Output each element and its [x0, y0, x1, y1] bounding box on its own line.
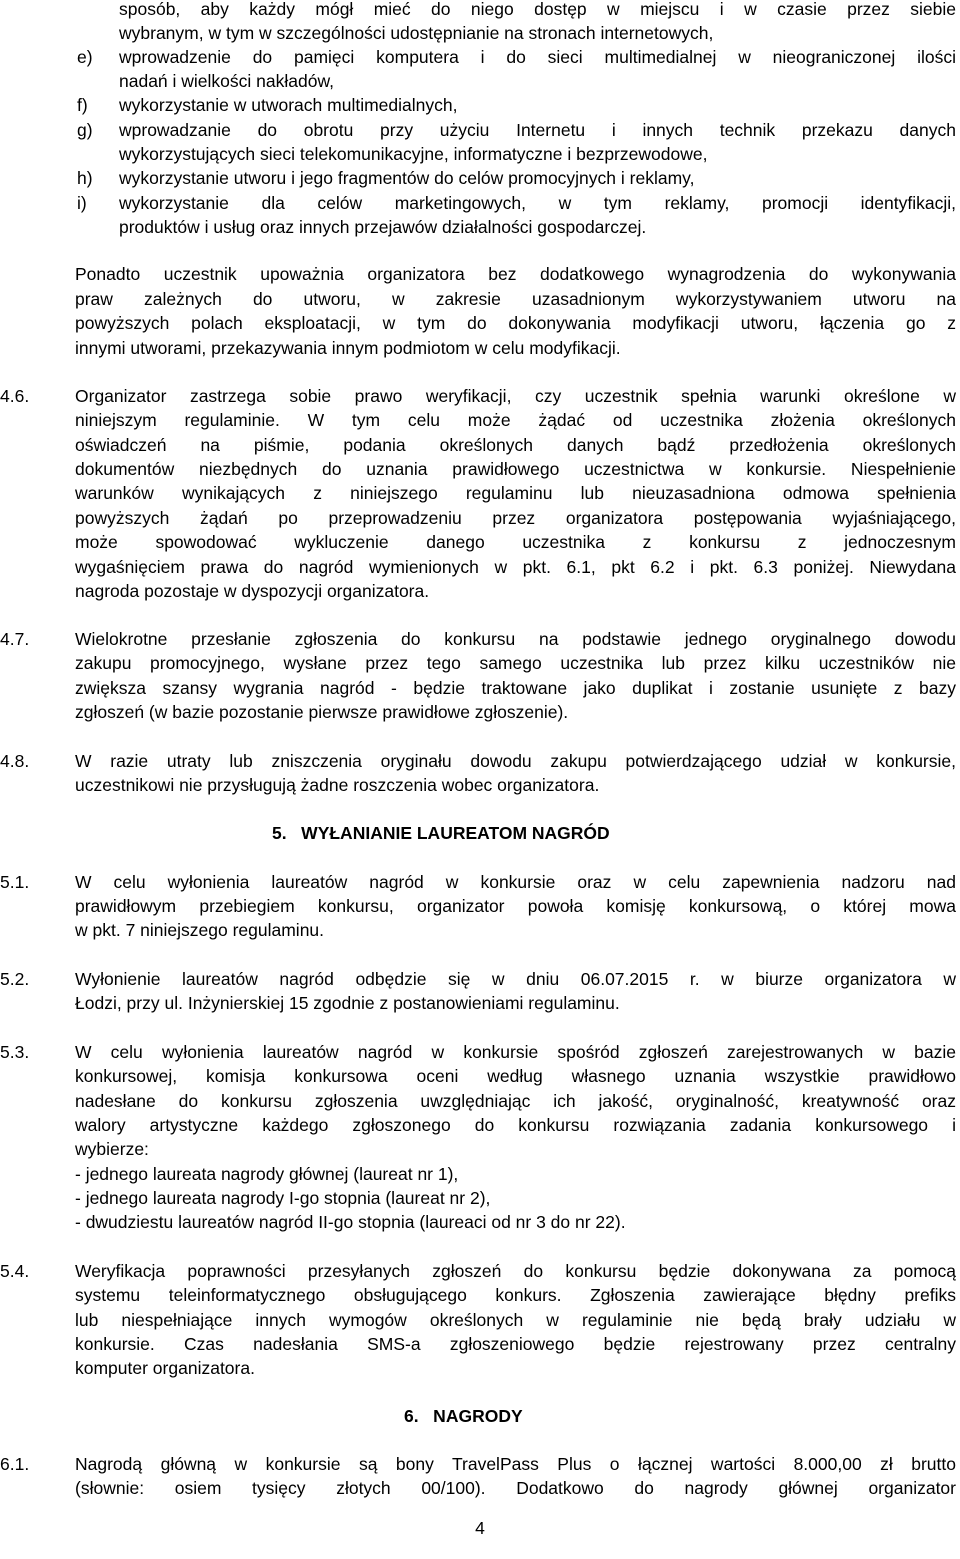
section-line: niniejszym regulaminie. W tym celu może żądać od uczestnika złożenia określonych [75, 410, 956, 430]
list-marker: e) [77, 47, 93, 67]
list-marker: f) [77, 95, 88, 115]
section-number: 5.1. [0, 872, 30, 892]
list-item-text: produktów i usług oraz innych przejawów działalności gospodarczej. [119, 217, 647, 237]
section-line: może spowodować wykluczenie danego uczestnika z konkursu z jednoczesnym [75, 532, 956, 552]
list-item-text: wykorzystanie w utworach multimedialnych, [119, 95, 458, 115]
section-line: wygaśnięciem prawa do nagród wymienionych w pkt. 6.1, pkt 6.2 i pkt. 6.3 poniżej. Niewydana [75, 557, 956, 577]
section-line: uczestnikowi nie przysługują żadne roszczenia wobec organizatora. [75, 775, 600, 795]
list-marker: i) [77, 193, 87, 213]
section-line: wybierze: [75, 1139, 149, 1159]
section-line: W celu wyłonienia laureatów nagród w konkursie oraz w celu zapewnienia nadzoru nad [75, 872, 956, 892]
section-line: W razie utraty lub zniszczenia oryginału dowodu zakupu potwierdzającego udział w konkursie, [75, 751, 956, 771]
list-item-text: wykorzystanie dla celów marketingowych, w tym reklamy, promocji identyfikacji, [119, 193, 956, 213]
section-line: - jednego laureata nagrody I-go stopnia (laureat nr 2), [75, 1188, 491, 1208]
section-line: systemu teleinformatycznego obsługującego konkurs. Zgłoszenia zawierające błędny prefiks [75, 1285, 956, 1305]
list-marker: g) [77, 120, 93, 140]
page-number: 4 [475, 1518, 485, 1538]
section-number: 5.3. [0, 1042, 30, 1062]
section-line: zakupu promocyjnego, wysłane przez tego samego uczestnika lub przez kilku uczestników nie [75, 653, 956, 673]
paragraph-line: innymi utworami, przekazywania innym podmiotom w celu modyfikacji. [75, 338, 621, 358]
section-line: (słownie: osiem tysięcy złotych 00/100). Dodatkowo do nagrody głównej organizator [75, 1478, 956, 1498]
section-number: 4.6. [0, 386, 30, 406]
paragraph-line: praw zależnych do utworu, w zakresie uzasadnionym wykorzystywaniem utworu na [75, 289, 956, 309]
section-line: zwiększa szansy wygrania nagród - będzie traktowane jako duplikat i zostanie usunięte z bazy [75, 678, 956, 698]
section-line: lub niespełniające innych wymogów określonych w regulaminie nie będą brały udziału w [75, 1310, 956, 1330]
section-line: Organizator zastrzega sobie prawo weryfikacji, czy uczestnik spełnia warunki określone w [75, 386, 956, 406]
section-line: komputer organizatora. [75, 1358, 255, 1378]
section-heading: 5. WYŁANIANIE LAUREATOM NAGRÓD [272, 823, 610, 843]
section-line: powyższych żądań po przeprowadzeniu przez organizatora postępowania wyjaśniającego, [75, 508, 956, 528]
paragraph-line: Ponadto uczestnik upoważnia organizatora bez dodatkowego wynagrodzenia do wykonywania [75, 264, 956, 284]
section-line: konkursie. Czas nadesłania SMS-a zgłoszeniowego będzie rejestrowany przez centralny [75, 1334, 956, 1354]
section-line: nadesłane do konkursu zgłoszenia uwzględniając ich jakość, oryginalność, kreatywność oraz [75, 1091, 956, 1111]
section-number: 5.4. [0, 1261, 30, 1281]
section-line: prawidłowym przebiegiem konkursu, organizator powoła komisję konkursową, o której mowa [75, 896, 956, 916]
section-line: dokumentów niezbędnych do uznania prawidłowego uczestnictwa w konkursie. Niespełnienie [75, 459, 956, 479]
list-item-text: nadań i wielkości nakładów, [119, 71, 334, 91]
section-line: Weryfikacja poprawności przesyłanych zgłoszeń do konkursu będzie dokonywana za pomocą [75, 1261, 956, 1281]
paragraph-line: powyższych polach eksploatacji, w tym do dokonywania modyfikacji utworu, łączenia go z [75, 313, 956, 333]
section-line: konkursowej, komisja konkursowa oceni według własnego uznania wszystkie prawidłowo [75, 1066, 956, 1086]
list-item-text: wprowadzanie do obrotu przy użyciu Internetu i innych technik przekazu danych [119, 120, 956, 140]
section-number: 4.7. [0, 629, 30, 649]
section-line: Nagrodą główną w konkursie są bony TravelPass Plus o łącznej wartości 8.000,00 zł brutto [75, 1454, 956, 1474]
section-line: oświadczeń na piśmie, podania określonych danych bądź przedłożenia określonych [75, 435, 956, 455]
section-line: Łodzi, przy ul. Inżynierskiej 15 zgodnie z postanowieniami regulaminu. [75, 993, 620, 1013]
list-item-continuation: wybranym, w tym w szczególności udostępnianie na stronach internetowych, [119, 23, 714, 43]
section-line: warunków wynikających z niniejszego regulaminu lub nieuzasadniona odmowa spełnienia [75, 483, 956, 503]
list-item-text: wprowadzenie do pamięci komputera i do sieci multimedialnej w nieograniczonej ilości [119, 47, 956, 67]
section-line: nagroda pozostaje w dyspozycji organizatora. [75, 581, 430, 601]
section-line: W celu wyłonienia laureatów nagród w konkursie spośród zgłoszeń zarejestrowanych w bazie [75, 1042, 956, 1062]
list-item-text: wykorzystanie utworu i jego fragmentów do celów promocyjnych i reklamy, [119, 168, 695, 188]
section-number: 6.1. [0, 1454, 30, 1474]
section-line: zgłoszeń (w bazie pozostanie pierwsze prawidłowe zgłoszenie). [75, 702, 569, 722]
list-item-continuation: sposób, aby każdy mógł mieć do niego dostęp w miejscu i w czasie przez siebie [119, 0, 956, 19]
section-line: Wielokrotne przesłanie zgłoszenia do konkursu na podstawie jednego oryginalnego dowodu [75, 629, 956, 649]
section-heading: 6. NAGRODY [404, 1406, 523, 1426]
section-line: w pkt. 7 niniejszego regulaminu. [75, 920, 325, 940]
section-line: Wyłonienie laureatów nagród odbędzie się w dniu 06.07.2015 r. w biurze organizatora w [75, 969, 956, 989]
section-number: 4.8. [0, 751, 30, 771]
list-marker: h) [77, 168, 93, 188]
list-item-text: wykorzystujących sieci telekomunikacyjne, informatyczne i bezprzewodowe, [119, 144, 708, 164]
section-number: 5.2. [0, 969, 30, 989]
section-line: walory artystyczne każdego zgłoszonego do konkursu rozwiązania zadania konkursowego i [75, 1115, 956, 1135]
section-line: - dwudziestu laureatów nagród II-go stopnia (laureaci od nr 3 do nr 22). [75, 1212, 626, 1232]
section-line: - jednego laureata nagrody głównej (laureat nr 1), [75, 1164, 459, 1184]
